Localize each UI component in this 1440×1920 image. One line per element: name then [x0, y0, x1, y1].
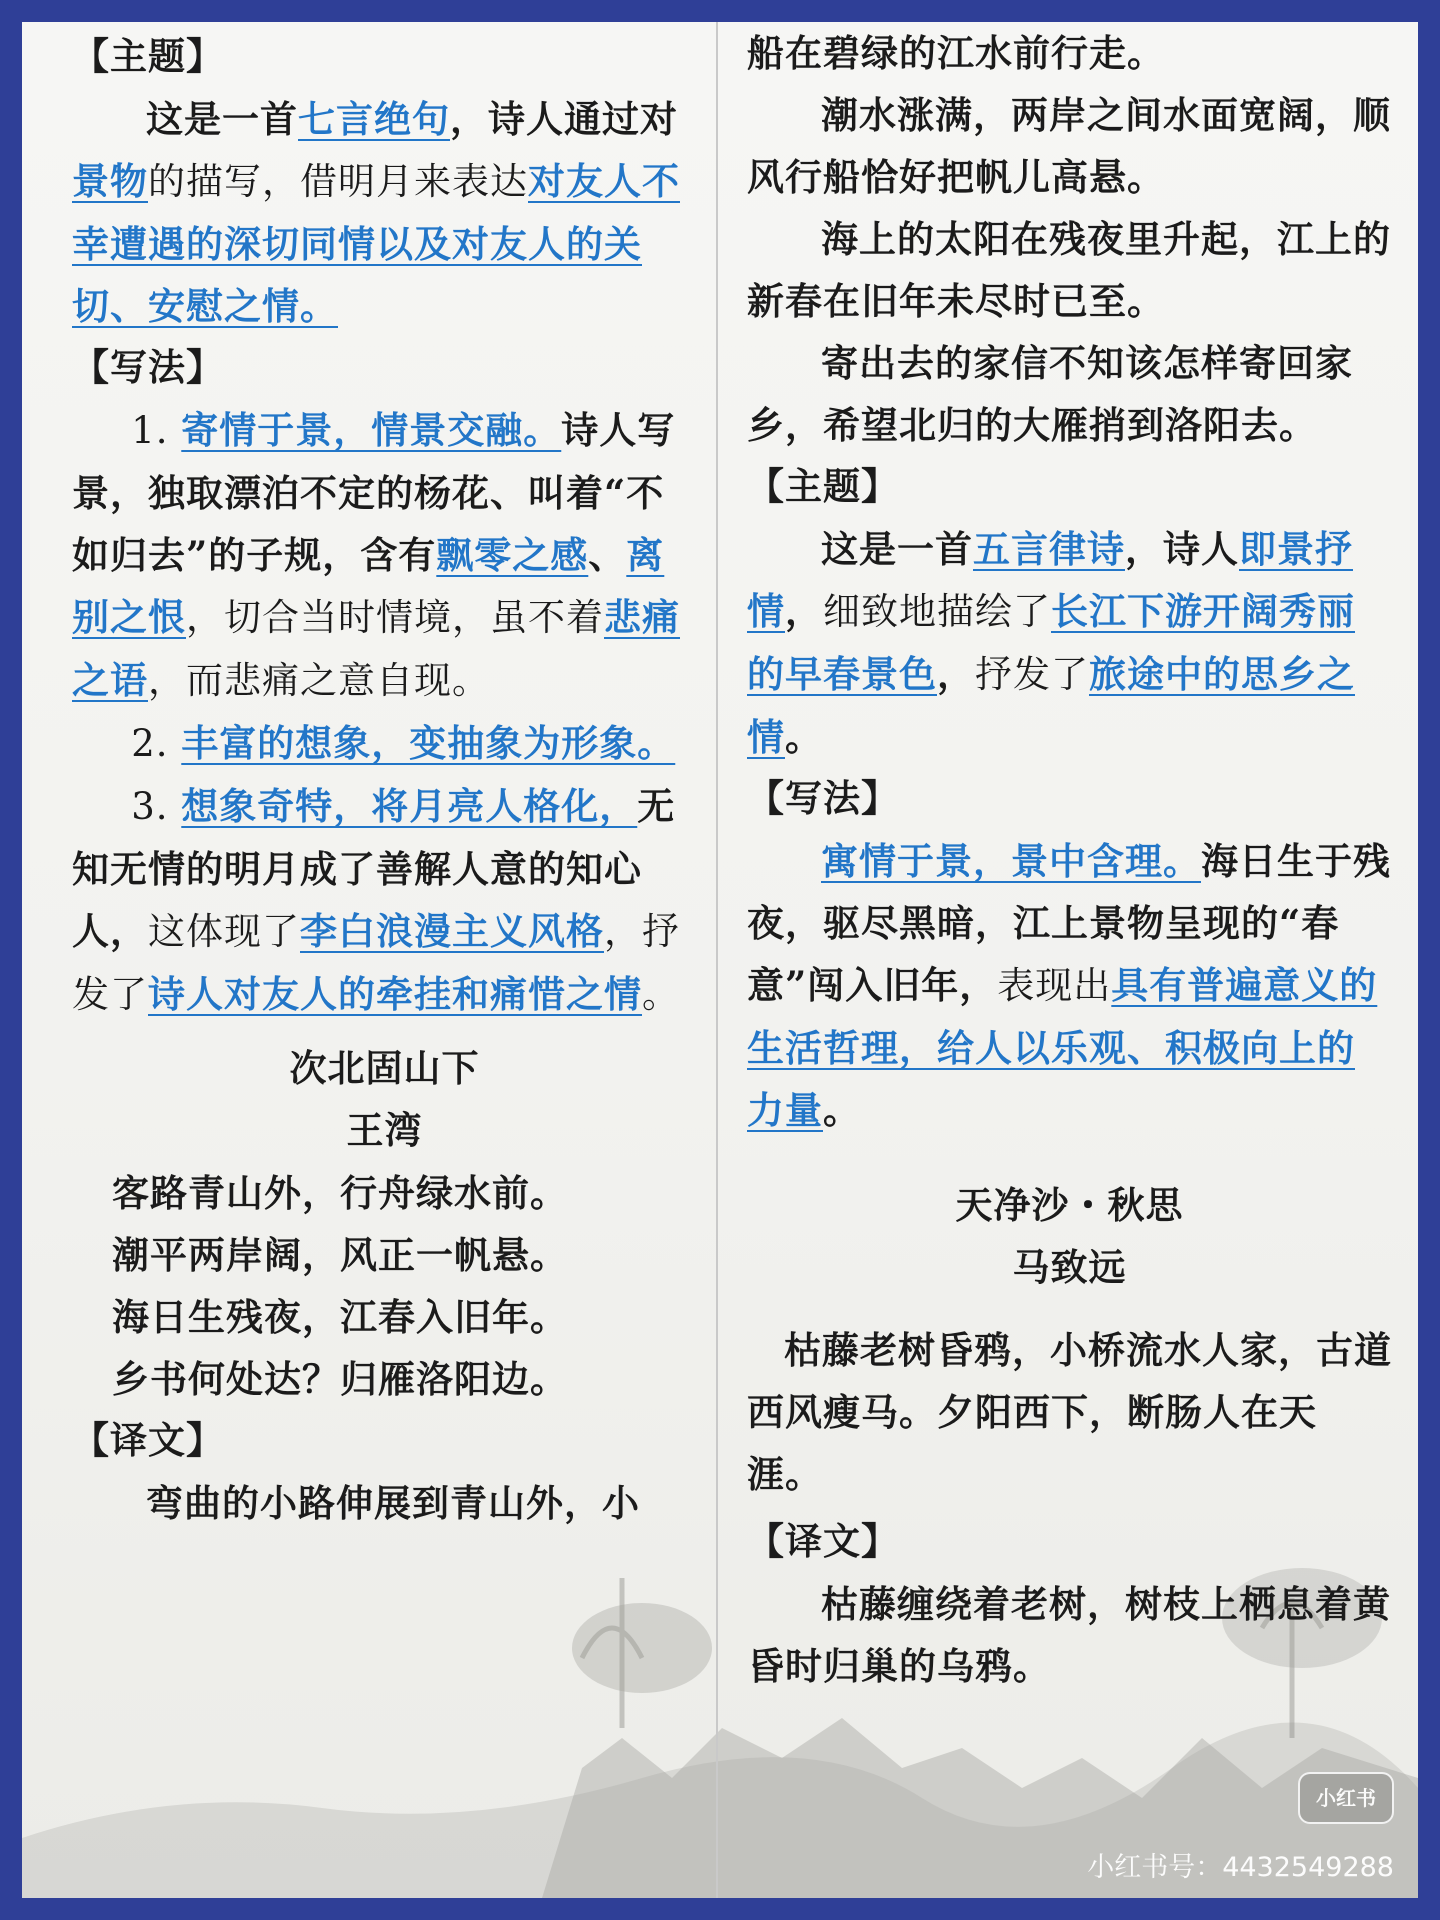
method-heading: 【写法】 [747, 777, 899, 820]
method-item-3: 3. 想象奇特，将月亮人格化，无知无情的明月成了善解人意的知心人，这体现了李白浪漫主义风格，抒发了诗人对友人的牵挂和痛惜之情。 [72, 784, 680, 1016]
poem-line: 潮平两岸阔，风正一帆悬。 [112, 1233, 568, 1277]
translation-paragraph: 潮水涨满，两岸之间水面宽阔，顺风行船恰好把帆儿高悬。 [747, 93, 1391, 199]
translation-heading: 【译文】 [747, 1520, 899, 1563]
translation-heading: 【译文】 [72, 1419, 224, 1462]
method-heading: 【写法】 [72, 346, 224, 389]
document-page [22, 22, 1418, 1898]
translation-paragraph: 枯藤缠绕着老树，树枝上栖息着黄昏时归巢的乌鸦。 [747, 1582, 1391, 1688]
poem-title: 次北固山下 [289, 1047, 480, 1090]
theme-heading: 【主题】 [72, 35, 224, 78]
theme-paragraph: 这是一首五言律诗，诗人即景抒情，细致地描绘了长江下游开阔秀丽的早春景色，抒发了旅途中的思乡之情。 [747, 527, 1355, 759]
poem-line: 海日生残夜，江春入旧年。 [112, 1295, 568, 1339]
method-paragraph: 寓情于景，景中含理。海日生于残夜，驱尽黑暗，江上景物呈现的“春意”闯入旧年，表现出具有普遍意义的生活哲理，给人以乐观、积极向上的力量。 [747, 839, 1391, 1132]
left-column [72, 22, 697, 1898]
poem-line: 乡书何处达？归雁洛阳边。 [112, 1357, 568, 1401]
watermark-id: 小红书号：4432549288 [1087, 1852, 1394, 1883]
translation-paragraph: 寄出去的家信不知该怎样寄回家乡，希望北归的大雁捎到洛阳去。 [747, 341, 1353, 447]
right-column [747, 22, 1392, 1898]
column-divider [716, 22, 718, 1898]
poem-title: 天净沙・秋思 [955, 1184, 1184, 1227]
translation-continued: 船在碧绿的江水前行走。 [747, 31, 1165, 75]
xiaohongshu-logo-badge: 小红书 [1298, 1772, 1394, 1824]
theme-paragraph: 这是一首七言绝句，诗人通过对景物的描写，借明月来表达对友人不幸遭遇的深切同情以及对友人的关切、安慰之情。 [72, 97, 680, 328]
theme-heading: 【主题】 [747, 465, 899, 508]
translation-paragraph: 海上的太阳在残夜里升起，江上的新春在旧年未尽时已至。 [747, 217, 1391, 323]
method-item-2: 2. 丰富的想象，变抽象为形象。 [131, 721, 676, 765]
poem-line: 客路青山外，行舟绿水前。 [112, 1171, 568, 1215]
poem-text: 枯藤老树昏鸦，小桥流水人家，古道西风瘦马。夕阳西下，断肠人在天涯。 [747, 1328, 1392, 1496]
translation-start: 弯曲的小路伸展到青山外，小 [146, 1481, 640, 1525]
poem-author: 王湾 [346, 1109, 423, 1152]
poem-author: 马致远 [1012, 1246, 1127, 1289]
method-item-1: 1. 寄情于景，情景交融。诗人写景，独取漂泊不定的杨花、叫着“不如归去”的子规，含有飘零之感、离别之恨，切合当时情境，虽不着悲痛之语，而悲痛之意自现。 [72, 408, 680, 702]
